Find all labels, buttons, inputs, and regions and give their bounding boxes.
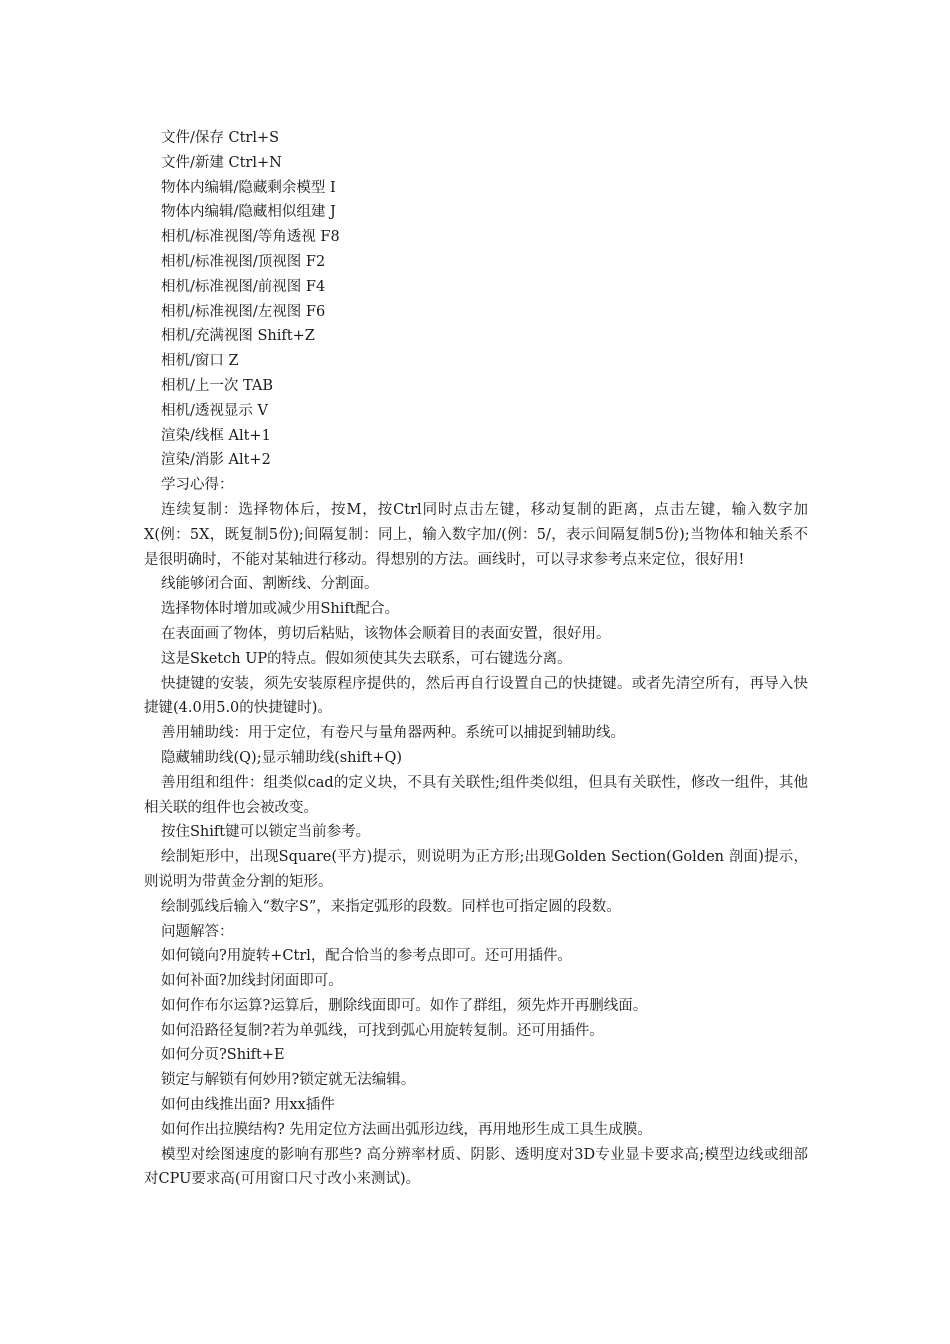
qa-item: 锁定与解锁有何妙用?锁定就无法编辑。: [161, 1072, 416, 1089]
shortcut-line: 相机/充满视图 Shift+Z: [161, 328, 315, 345]
note-paragraph: 隐藏辅助线(Q);显示辅助线(shift+Q): [161, 749, 403, 766]
shortcut-line: 相机/标准视图/左视图 F6: [161, 303, 326, 320]
qa-item: 如何由线推出面? 用xx插件: [161, 1097, 335, 1114]
note-paragraph: 善用辅助线：用于定位，有卷尺与量角器两种。系统可以捕捉到辅助线。: [161, 725, 625, 742]
note-paragraph: 选择物体时增加或减少用Shift配合。: [161, 601, 400, 618]
shortcut-line: 物体内编辑/隐藏剩余模型 I: [161, 179, 336, 196]
shortcut-line: 相机/标准视图/顶视图 F2: [161, 253, 326, 270]
qa-item: 如何镜向?用旋转+Ctrl，配合恰当的参考点即可。还可用插件。: [161, 948, 572, 965]
qa-item: 如何分页?Shift+E: [161, 1047, 285, 1064]
qa-heading: 问题解答：: [161, 923, 234, 940]
document-body: [144, 126, 808, 1192]
qa-item: 如何作出拉膜结构? 先用定位方法画出弧形边线，再用地形生成工具生成膜。: [161, 1121, 652, 1138]
qa-item: 如何沿路径复制?若为单弧线，可找到弧心用旋转复制。还可用插件。: [161, 1022, 604, 1039]
notes-heading: 学习心得：: [161, 477, 234, 494]
shortcut-line: 相机/透视显示 V: [161, 402, 268, 419]
note-paragraph: 快捷键的安装，须先安装原程序提供的，然后再自行设置自己的快捷键。或者先清空所有，再导入快捷键(4.0用5.0的快捷键时)。: [144, 675, 808, 717]
note-paragraph: 善用组和组件：组类似cad的定义块，不具有关联性;组件类似组，但具有关联性，修改一组件，其他相关联的组件也会被改变。: [144, 774, 808, 816]
shortcut-line: 渲染/线框 Alt+1: [161, 427, 271, 444]
qa-item: 如何作布尔运算?运算后，删除线面即可。如作了群组，须先炸开再删线面。: [161, 997, 648, 1014]
shortcut-line: 渲染/消影 Alt+2: [161, 452, 271, 469]
note-paragraph: 连续复制：选择物体后，按M，按Ctrl同时点击左键，移动复制的距离，点击左键，输入数字加X(例：5X，既复制5份);间隔复制：同上，输入数字加/(例：5/，表示间隔复制5份);当物体和轴关系不是很明确时，不能对某轴进行移动。得想别的方法。画线时，可以寻求参考点来定位，很好用!: [144, 501, 808, 568]
shortcut-line: 物体内编辑/隐藏相似组建 J: [161, 204, 336, 221]
shortcut-line: 相机/上一次 TAB: [161, 377, 273, 394]
shortcut-line: 相机/标准视图/前视图 F4: [161, 278, 326, 295]
qa-item: 模型对绘图速度的影响有那些? 高分辨率材质、阴影、透明度对3D专业显卡要求高;模型边线或细部对CPU要求高(可用窗口尺寸改小来测试)。: [144, 1146, 808, 1188]
note-paragraph: 绘制矩形中，出现Square(平方)提示，则说明为正方形;出现Golden Section(Golden 剖面)提示，则说明为带黄金分割的矩形。: [144, 849, 808, 890]
shortcut-line: 相机/窗口 Z: [161, 353, 239, 370]
note-paragraph: 绘制弧线后输入“数字S”，来指定弧形的段数。同样也可指定圆的段数。: [161, 898, 621, 915]
note-paragraph: 按住Shift键可以锁定当前参考。: [161, 824, 371, 841]
qa-item: 如何补面?加线封闭面即可。: [161, 973, 343, 990]
note-paragraph: 这是Sketch UP的特点。假如须使其失去联系，可右键选分离。: [161, 650, 572, 667]
shortcut-line: 相机/标准视图/等角透视 F8: [161, 229, 340, 246]
note-paragraph: 在表面画了物体，剪切后粘贴，该物体会顺着目的表面安置，很好用。: [161, 625, 611, 642]
note-paragraph: 线能够闭合面、割断线、分割面。: [161, 576, 379, 593]
shortcut-line: 文件/新建 Ctrl+N: [161, 154, 282, 171]
shortcut-line: 文件/保存 Ctrl+S: [161, 130, 280, 146]
